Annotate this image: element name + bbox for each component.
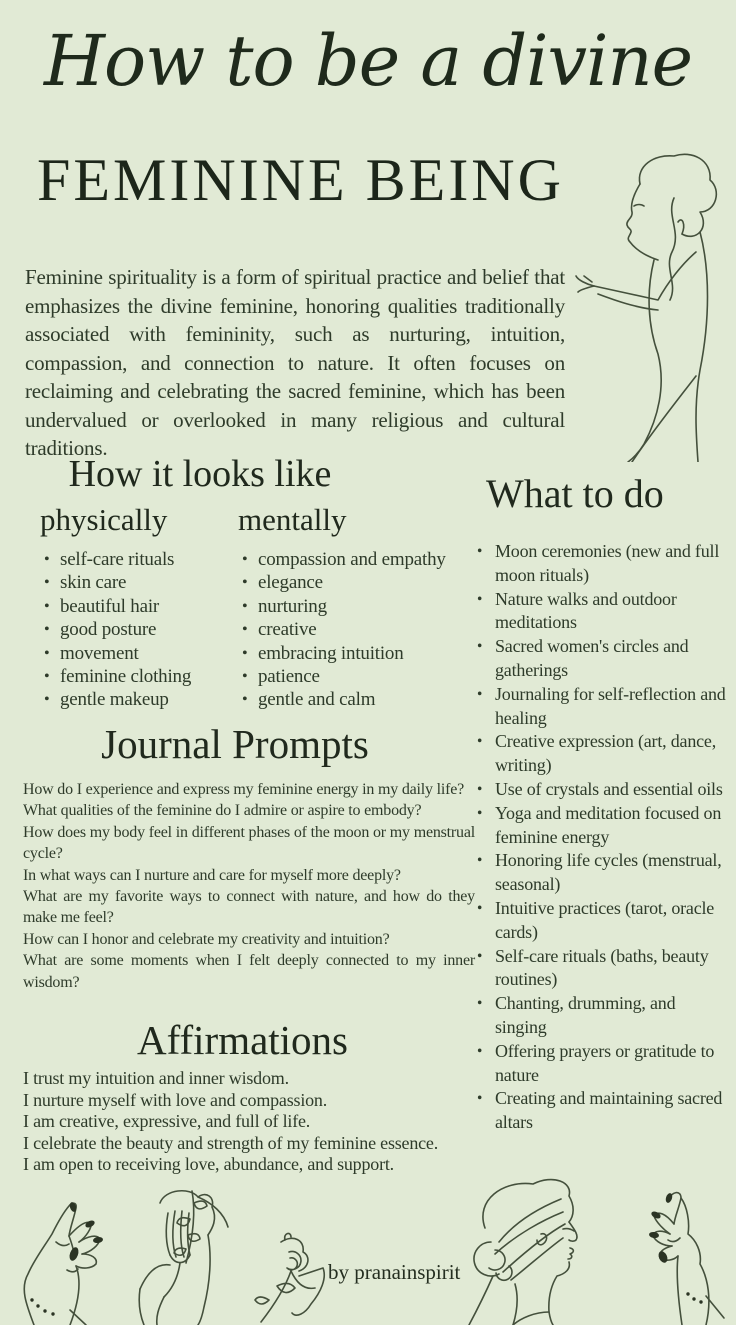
woman-hiding-face-with-flowers-icon [120,1185,230,1325]
list-item: • Nature walks and outdoor meditations [477,588,729,636]
journal-prompt: In what ways can I nurture and care for myself more deeply? [23,866,401,884]
list-item: • Honoring life cycles (menstrual, seasonal) [477,849,729,897]
section-heading-how-it-looks: How it looks like [68,453,332,495]
woman-line-art-illustration-icon [570,140,734,462]
what-to-do-list [477,540,729,1135]
flower-bouquet-icon [233,1230,328,1325]
section-heading-journal-prompts: Journal Prompts [101,721,369,767]
list-item: • nurturing [242,595,446,618]
list-item: • Use of crystals and essential oils [477,778,729,802]
title-script: How to be a divine [44,20,692,102]
journal-prompt: How does my body feel in different phases of the moon or my menstrual cycle? [23,823,475,863]
hand-with-bracelet-right-icon [620,1178,730,1325]
list-item: • elegance [242,571,446,594]
list-item: • good posture [44,618,191,641]
list-item: • creative [242,618,446,641]
affirmation: I trust my intuition and inner wisdom. [23,1068,289,1088]
list-item: • gentle and calm [242,688,446,711]
list-item: • beautiful hair [44,595,191,618]
affirmation: I am open to receiving love, abundance, and support. [23,1154,394,1175]
column-heading-physically: physically [40,502,168,537]
journal-prompt: What are my favorite ways to connect with nature, and how do they make me feel? [23,888,475,927]
mentally-list [242,548,446,712]
list-item: • Creating and maintaining sacred altars [477,1087,729,1135]
list-item: • skin care [44,571,191,594]
list-item: • Journaling for self-reflection and healing [477,683,729,731]
list-item: • Offering prayers or gratitude to nature [477,1040,729,1088]
physically-list [44,548,191,712]
affirmations-list [23,1068,643,1176]
affirmation: I nurture myself with love and compassion. [23,1089,328,1110]
list-item: • Chanting, drumming, and singing [477,992,729,1040]
page-title: FEMININE BEING [37,147,564,213]
list-item: • embracing intuition [242,642,446,665]
list-item: • Self-care rituals (baths, beauty routines) [477,945,729,993]
list-item: • compassion and empathy [242,548,446,571]
list-item: • movement [44,642,191,665]
journal-prompt: How do I experience and express my feminine energy in my daily life? [23,781,465,798]
credit: by pranainspirit [328,1260,461,1284]
affirmation: I celebrate the beauty and strength of my feminine essence. [23,1132,439,1153]
list-item: • feminine clothing [44,665,191,688]
hand-with-rings-left-icon [12,1192,112,1325]
list-item: • Intuitive practices (tarot, oracle cards) [477,897,729,945]
list-item: • Creative expression (art, dance, writing) [477,730,729,778]
affirmation: I am creative, expressive, and full of life. [23,1111,311,1132]
list-item: • Sacred women's circles and gatherings [477,635,729,683]
list-item: • Moon ceremonies (new and full moon rituals) [477,540,729,588]
woman-profile-bun-icon [455,1172,600,1325]
section-heading-affirmations: Affirmations [136,1017,349,1063]
journal-prompt: What qualities of the feminine do I admire or aspire to embody? [23,802,422,820]
section-heading-what-to-do: What to do [486,471,664,516]
list-item: • patience [242,665,446,688]
list-item: • gentle makeup [44,688,191,711]
journal-prompt: What are some moments when I felt deeply connected to my inner wisdom? [23,952,475,991]
journal-prompt: How can I honor and celebrate my creativity and intuition? [23,930,390,948]
journal-prompts-list [23,779,475,993]
list-item: • Yoga and meditation focused on feminine energy [477,802,729,850]
intro-paragraph: Feminine spirituality is a form of spiritual practice and belief that emphasizes the divine feminine, honoring qualities traditionally associated with femininity, such as nurturing, intuition, compassion, and connection to nature. It often focuses on reclaiming and celebrating the sacred feminine, which has been undervalued or overlooked in many religious and cultural traditions. [25,265,565,460]
column-heading-mentally: mentally [238,502,347,537]
list-item: • self-care rituals [44,548,191,571]
